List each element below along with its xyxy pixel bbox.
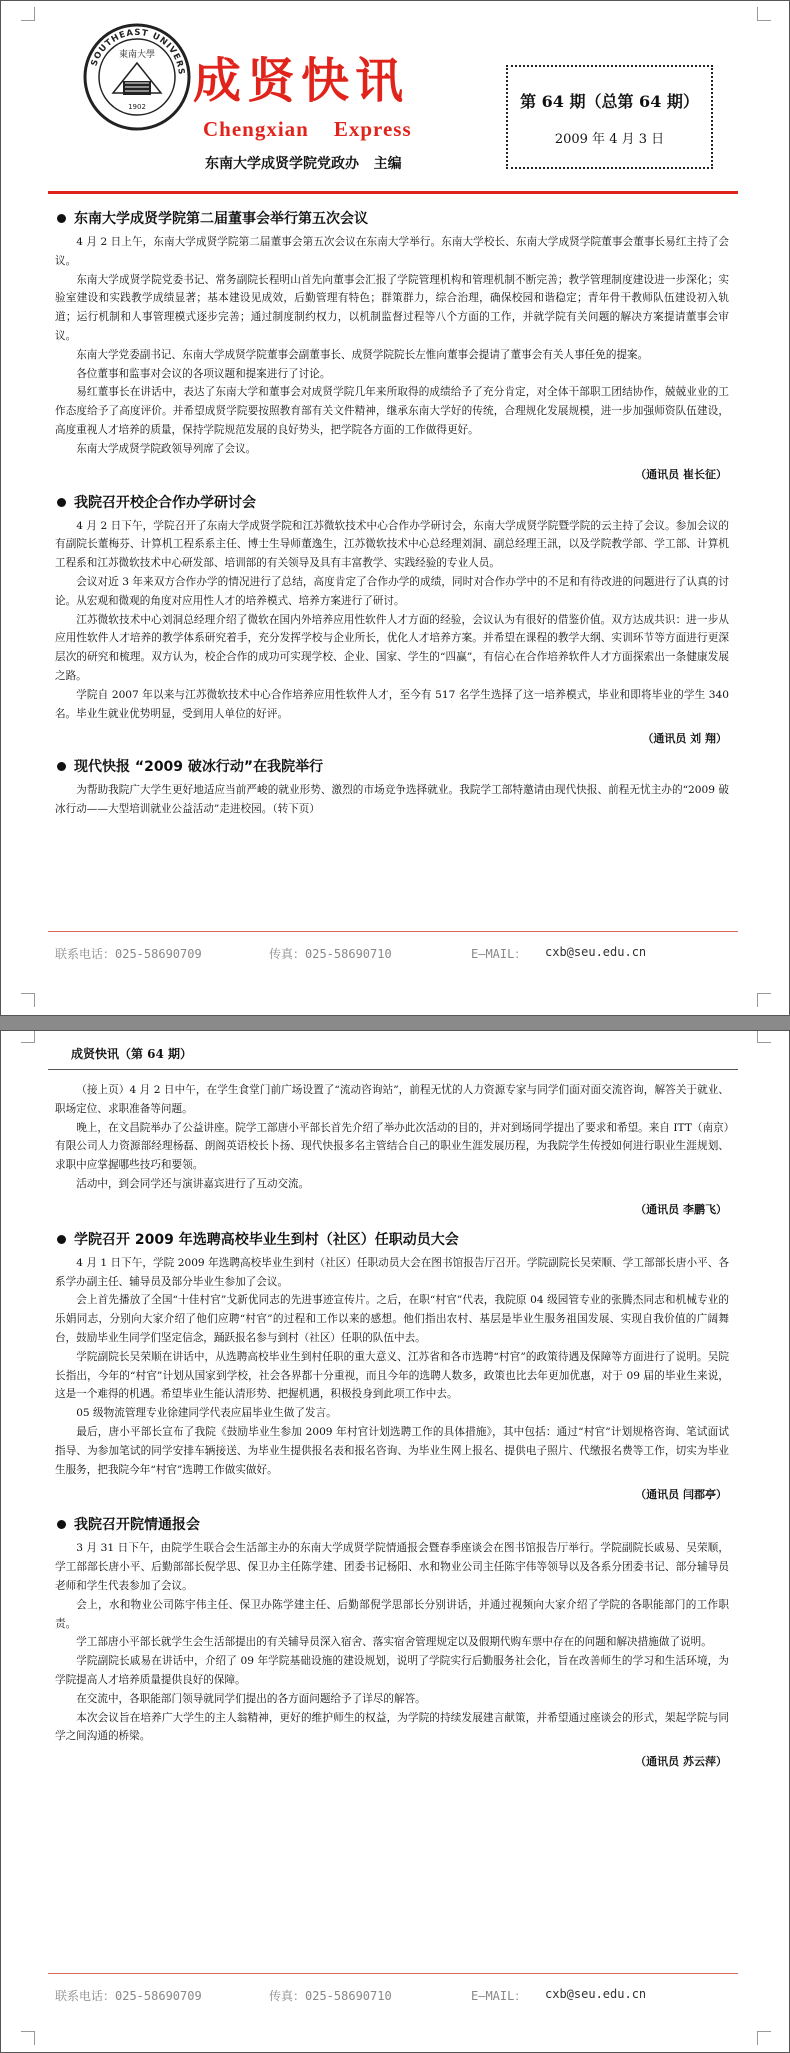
page-2-articles [55,1081,729,1780]
article-byline: （通讯员 苏云萍） [635,1755,727,1769]
page-1 [0,0,790,1016]
crop-mark [757,993,771,1007]
running-head: 成贤快讯（第 64 期） [71,1047,193,1061]
issue-date: 2009 年 4 月 3 日 [554,132,665,147]
article-paragraph: 晚上，在文昌院举办了公益讲座。院学工部唐小平部长首先介绍了举办此次活动的目的，并对到场同学提出了要求和希望。来自 ITT（南京）有限公司人力资源部经理杨磊、朗阁英语校长卜扬、现代快报多名主管结合自己的职业生涯发展历程，为我院学生传授如何进行职业生涯规划、求职中应掌握哪些技巧和要领。 [55,1121,729,1172]
publisher-line: 东南大学成贤学院党政办 主编 [205,156,402,172]
article-byline: （通讯员 闫郡亭） [635,1488,727,1502]
article-paragraph: 东南大学党委副书记、东南大学成贤学院董事会副董事长、成贤学院院长左惟向董事会提请了董事会有关人事任免的提案。 [76,348,649,361]
footer-fax: 传真：025-58690710 [269,1989,392,2003]
article-paragraph: 为帮助我院广大学生更好地适应当前严峻的就业形势、激烈的市场竞争选择就业。我院学工部特邀请由现代快报、前程无忧主办的“2009 破冰行动——大型培训就业公益活动”走进校园。（转下页） [55,784,729,816]
article-paragraph: 活动中，到会同学还与演讲嘉宾进行了互动交流。 [76,1177,310,1190]
article-byline: （通讯员 刘 翔） [642,732,727,746]
article-paragraph: 东南大学成贤学院政领导列席了会议。 [76,442,257,455]
footer-contact [55,1987,647,2053]
crop-mark [21,2031,35,2045]
university-seal-logo [83,23,191,131]
article-paragraph: 3 月 31 日下午，由院学生联合会生活部主办的东南大学成贤学院情通报会暨春季座谈会在图书馆报告厅举行。学院副院长戚易、吴荣顺，学工部部长唐小平、后勤部部长倪学思、保卫办主任陈学建、团委书记杨阳、水和物业公司主任陈宇伟等领导以及各系分团委书记、部分辅导员老师和学生代表参加了会议。 [55,1542,729,1592]
article [55,209,729,485]
page-2 [0,1030,790,2053]
footer-email-label: E—MAIL： [471,947,527,961]
article-paragraph: （接上页）4 月 2 日中午，在学生食堂门前广场设置了“流动咨询站”，前程无忧的人力资源专家与同学们面对面交流咨询，解答关于就业、职场定位、求职准备等问题。 [55,1084,729,1115]
article-paragraph: 05 级物流管理专业徐建同学代表应届毕业生做了发言。 [76,1407,337,1420]
brand-title-en: Chengxian Express [203,117,412,141]
crop-mark [21,7,35,21]
footer-email-link[interactable]: cxb@seu.edu.cn [545,1987,647,2001]
footer-phone: 联系电话：025-58690709 [55,947,202,961]
footer-fax: 传真：025-58690710 [269,947,392,961]
article-paragraph: 学院自 2007 年以来与江苏微软技术中心合作培养应用性软件人才，至今有 517 名学生选择了这一培养模式，毕业和即将毕业的学生 340 名。毕业生就业优势明显，受到用人单位的好评。 [55,688,729,720]
footer-email-label: E—MAIL： [471,1989,527,2003]
bullet-icon [57,762,66,771]
article-headline: 我院召开校企合作办学研讨会 [55,493,729,513]
footer-email-link[interactable]: cxb@seu.edu.cn [545,945,647,959]
brand-title-cn: 成贤快讯 [193,53,410,109]
article [55,493,729,750]
svg-text:東南大學: 東南大學 [118,50,156,60]
article-paragraph: 4 月 2 日上午，东南大学成贤学院第二届董事会第五次会议在东南大学举行。东南大学校长、东南大学成贤学院董事会董事长易红主持了会议。 [55,236,729,267]
article-paragraph: 本次会议旨在培养广大学生的主人翁精神，更好的维护师生的权益，为学院的持续发展建言献策，并希望通过座谈会的形式，架起学院与同学之间沟通的桥梁。 [55,1711,729,1743]
footer-divider [48,1973,738,1974]
bullet-icon [57,498,66,507]
crop-mark [757,1030,771,1043]
article-paragraph: 学院副院长吴荣顺在讲话中，从选聘高校毕业生到村任职的重大意义、江苏省和各市选聘“村官”的政策待遇及保障等方面进行了说明。吴院长指出，今年的“村官”计划从国家到学校，社会各界都十分重视，而且今年的选聘人数多，政策也比去年更加优惠，对于 09 届的毕业生来说，这是一个难得的机遇。希望毕业生能认清形势、把握机遇，积极投身到此项工作中去。 [55,1350,729,1401]
article-paragraph: 会议对近 3 年来双方合作办学的情况进行了总结，高度肯定了合作办学的成绩，同时对合作办学中的不足和有待改进的问题进行了认真的讨论。从宏观和微观的角度对应用性人才的培养模式、培养方案进行了研讨。 [55,575,729,607]
article [55,1230,729,1506]
article-headline: 东南大学成贤学院第二届董事会举行第五次会议 [55,209,729,229]
crop-mark [757,7,771,21]
page-1-articles [55,209,729,819]
bullet-icon [57,1235,66,1244]
crop-mark [21,993,35,1007]
article-paragraph: 在交流中，各职能部门领导就同学们提出的各方面问题给予了详尽的解答。 [76,1692,426,1705]
article-headline: 学院召开 2009 年选聘高校毕业生到村（社区）任职动员大会 [55,1230,729,1250]
article-paragraph: 学院副院长戚易在讲话中，介绍了 09 年学院基础设施的建设规划，说明了学院实行后勤服务社会化，旨在改善师生的学习和生活环境，为学院提高人才培养质量提供良好的保障。 [55,1655,729,1686]
article-paragraph: 东南大学成贤学院党委书记、常务副院长程明山首先向董事会汇报了学院管理机构和管理机制不断完善；教学管理制度建设进一步深化；实验室建设和实践教学成绩显著；基本建设见成效，后勤管理有特色；群策群力，综合治理，确保校园和谐稳定；青年骨干教师队伍建设初入轨道；运行机制和人事管理模式逐步完善；通过制度制约权力，以机制监督过程等八个方面的工作，并就学院有关问题的解决方案提请董事会审议。 [55,273,729,342]
issue-number: 第 64 期（总第 64 期） [520,92,699,111]
article-paragraph: 最后，唐小平部长宣布了我院《鼓励毕业生参加 2009 年村官计划选聘工作的具体措施》，其中包括：通过“村官”计划规格咨询、笔试面试指导、为参加笔试的同学安排车辆接送、为毕业生提供报名表和报名咨询、为毕业生网上报名、提供电子照片、代缴报名费等工作，切实为毕业生服务，把我院今年“村官”选聘工作做实做好。 [55,1425,729,1476]
article-paragraph: 4 月 1 日下午，学院 2009 年选聘高校毕业生到村（社区）任职动员大会在图书馆报告厅召开。学院副院长吴荣顺、学工部部长唐小平、各系学办副主任、辅导员及部分毕业生参加了会议。 [55,1256,729,1288]
svg-text:1902: 1902 [128,103,146,111]
svg-text:SOUTHEAST UNIVERSITY: SOUTHEAST UNIVERS [89,27,187,76]
bullet-icon [57,214,66,223]
article-paragraph: 各位董事和监事对会议的各项议题和提案进行了讨论。 [76,367,331,380]
article [55,1515,729,1772]
article-headline: 现代快报 “2009 破冰行动”在我院举行 [55,757,729,777]
running-head-rule [48,1069,738,1070]
crop-mark [21,1030,35,1043]
article-continued [55,1081,729,1220]
article-headline: 我院召开院情通报会 [55,1515,729,1535]
bullet-icon [57,1520,66,1529]
article-byline: （通讯员 李鹏飞） [635,1202,727,1216]
article-paragraph: 学工部唐小平部长就学生会生活部提出的有关辅导员深入宿舍、落实宿舍管理规定以及假期代购车票中存在的问题和解决措施做了说明。 [76,1636,712,1649]
article-paragraph: 会上，水和物业公司陈宇伟主任、保卫办陈学建主任、后勤部倪学思部长分别讲话，并通过视频向大家介绍了学院的各职能部门的工作职责。 [55,1598,729,1630]
article-paragraph: 会上首先播放了全国“十佳村官”戈新优同志的先进事迹宣传片。之后，在职“村官”代表，我院原 04 级园管专业的张腾杰同志和机械专业的乐娟同志，分别向大家介绍了他们应聘“村官”的过程和工作以来的感想。他们指出农村、基层是毕业生服务祖国发展、实现自我价值的广阔舞台，鼓励毕业生同学们坚定信念，踊跃报名参与到村（社区）任职的队伍中去。 [55,1294,729,1344]
issue-box [506,65,713,169]
article-paragraph: 江苏微软技术中心刘洞总经理介绍了微软在国内外培养应用性软件人才方面的经验，会议认为有很好的借鉴价值。双方达成共识：进一步从应用性软件人才培养的教学体系研究着手，充分发挥学校与企业所长，优化人才培养方案。并希望在课程的教学大纲、实训环节等方面进行更深层次的研究和梳理。双方认为，校企合作的成功可实现学校、企业、国家、学生的“四赢”，有信心在合作培养软件人才方面探索出一条健康发展之路。 [55,613,729,682]
article-paragraph: 4 月 2 日下午，学院召开了东南大学成贤学院和江苏微软技术中心合作办学研讨会，东南大学成贤学院暨学院的云主持了会议。参加会议的有副院长董梅芬、计算机工程系系主任、博士生导师董逸生，江苏微软技术中心总经理刘洞、副总经理王訊，以及学院教学部、学工部、计算机工程系和江苏微软技术中心研发部、培训部的有关领导及具有丰富教学、实践经验的专业人员。 [55,519,729,570]
footer-divider [48,931,738,932]
article-byline: （通讯员 崔长征） [635,467,727,481]
footer-phone: 联系电话：025-58690709 [55,1989,202,2003]
article [55,757,729,819]
masthead-divider [48,191,738,194]
crop-mark [757,2031,771,2045]
footer-contact [55,945,647,1016]
article-paragraph: 易红董事长在讲话中，表达了东南大学和董事会对成贤学院几年来所取得的成绩给予了充分肯定，对全体干部职工团结协作，兢兢业业的工作态度给予了高度评价。并希望成贤学院要按照教育部有关文件精神，继承东南大学好的传统，合理规化发展规模，进一步加强师资队伍建设，高度重视人才培养的质量，保持学院规范发展的良好势头，把学院各方面的工作做得更好。 [55,386,729,436]
